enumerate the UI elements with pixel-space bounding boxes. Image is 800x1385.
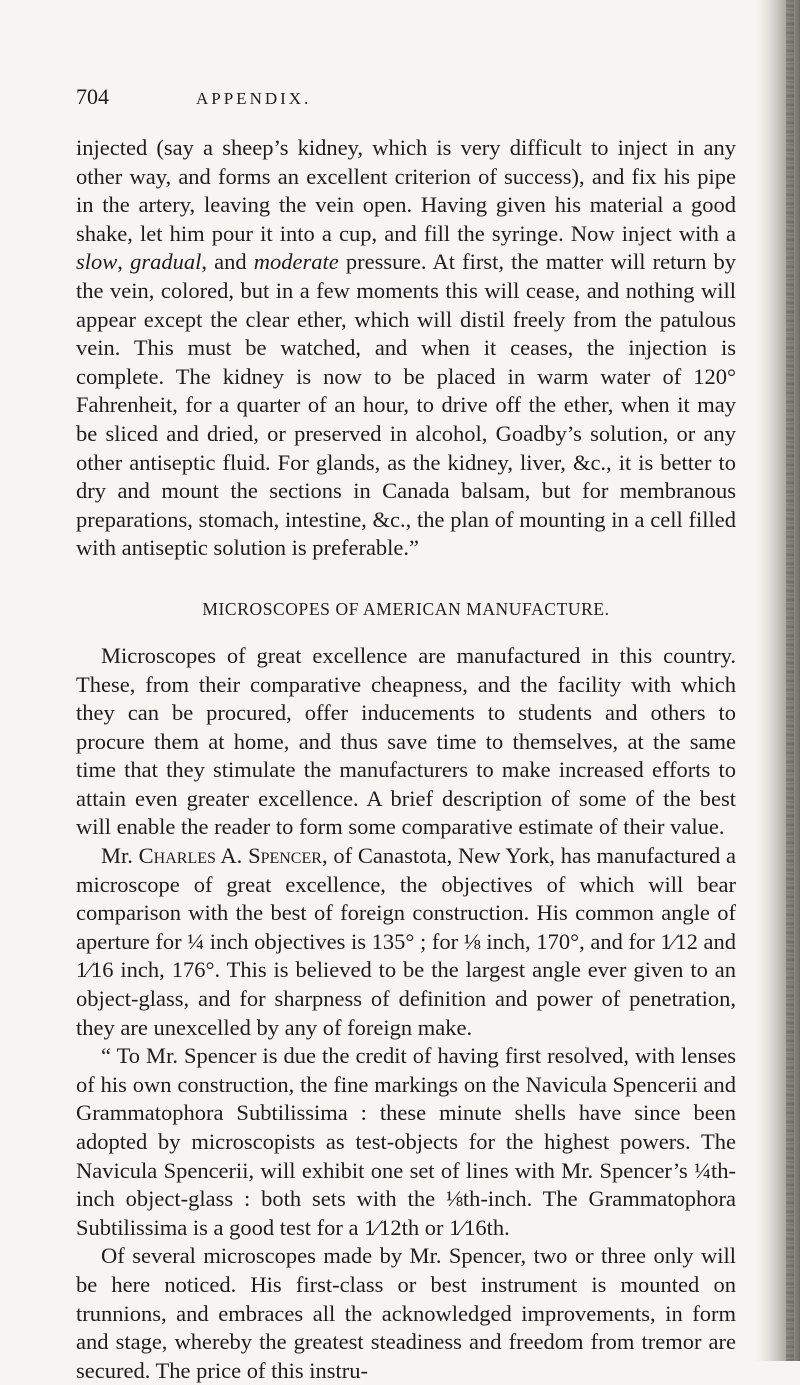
binding-shadow	[786, 0, 794, 1361]
text-segment: pressure. At first, the matter will return by the vein, colored, but in a few moments this will cease, and nothing will appear except the clear ether, which will distil freely from the patulous vein. This must be watched, and when it ceases, the injection is complete. The kidney is now to be placed in warm water of 120° Fahrenheit, for a quarter of an hour, to drive off the ether, when it may be sliced and dried, or preserved in alcohol, Goadby’s solution, or any other antiseptic fluid. For glands, as the kidney, liver, &c., it is better to dry and mount the sections in Canada balsam, but for membranous preparations, stomach, intestine, &c., the plan of mounting in a cell filled with antiseptic solution is preferable.”	[76, 249, 737, 561]
text-segment: , and	[201, 249, 254, 275]
page-header	[76, 84, 736, 124]
paragraph-instruments: Of several microscopes made by Mr. Spencer, two or three only will be here noticed. His first-class or best instrument is mounted on trunnions, and embraces all the acknowledged improvements, in form and stage, whereby the greatest steadiness and freedom from tremor are secured. The price of this instru-	[76, 1243, 736, 1383]
text-segment: ,	[117, 249, 131, 275]
paragraph-spencer	[76, 842, 736, 1042]
name-small-caps: Charles A. Spencer	[138, 843, 322, 869]
running-head: APPENDIX.	[196, 89, 312, 108]
book-page	[76, 84, 736, 1385]
paragraph-quote: “ To Mr. Spencer is due the credit of having first resolved, with lenses of his own construction, the fine markings on the Navicula Spencerii and Grammatophora Subtilissima : these minute shells have since been adopted by microscopists as test-objects for the highest powers. The Navicula Spencerii, will exhibit one set of lines with Mr. Spencer’s ¼th-inch object-glass : both sets with the ⅛th-inch. The Grammatophora Subtilissima is a good test for a 1⁄12th or 1⁄16th.	[76, 1043, 736, 1240]
text-segment: , of Canastota, New York, has manufactured a microscope of great excellence, the objectives of which will bear comparison with the best of foreign construction. His common angle of aperture for ¼ inch objectives is 135° ; for ⅛ inch, 170°, and for 1⁄12 and 1⁄16 inch, 176°. This is believed to be the largest angle ever given to an object-glass, and for sharpness of definition and power of penetration, they are unexcelled by any of foreign make.	[76, 843, 736, 1040]
paragraph-intro: Microscopes of great excellence are manufactured in this country. These, from their comparative cheapness, and the facility with which they can be procured, offer inducements to students and others to procure them at home, and thus save time to themselves, at the same time that they stimulate the manufacturers to make increased efforts to attain even greater excellence. A brief description of some of the best will enable the reader to form some comparative estimate of their value.	[76, 642, 736, 840]
book-binding-edge	[756, 0, 800, 1361]
text-segment: Mr.	[101, 843, 139, 869]
paragraph-injection-end	[76, 134, 736, 563]
italic-moderate: moderate	[253, 249, 339, 275]
section-heading: MICROSCOPES OF AMERICAN MANUFACTURE.	[202, 598, 610, 619]
page-number: 704	[76, 84, 109, 109]
italic-gradual: gradual	[130, 249, 202, 275]
text-segment: injected (say a sheep’s kidney, which is very difficult to inject in any other way, and forms an excellent criterion of success), and fix his pipe in the artery, leaving the vein open. Having given his material a good shake, let him pour it into a cup, and fill the syringe. Now inject with a	[76, 135, 736, 246]
italic-slow: slow	[76, 249, 118, 275]
